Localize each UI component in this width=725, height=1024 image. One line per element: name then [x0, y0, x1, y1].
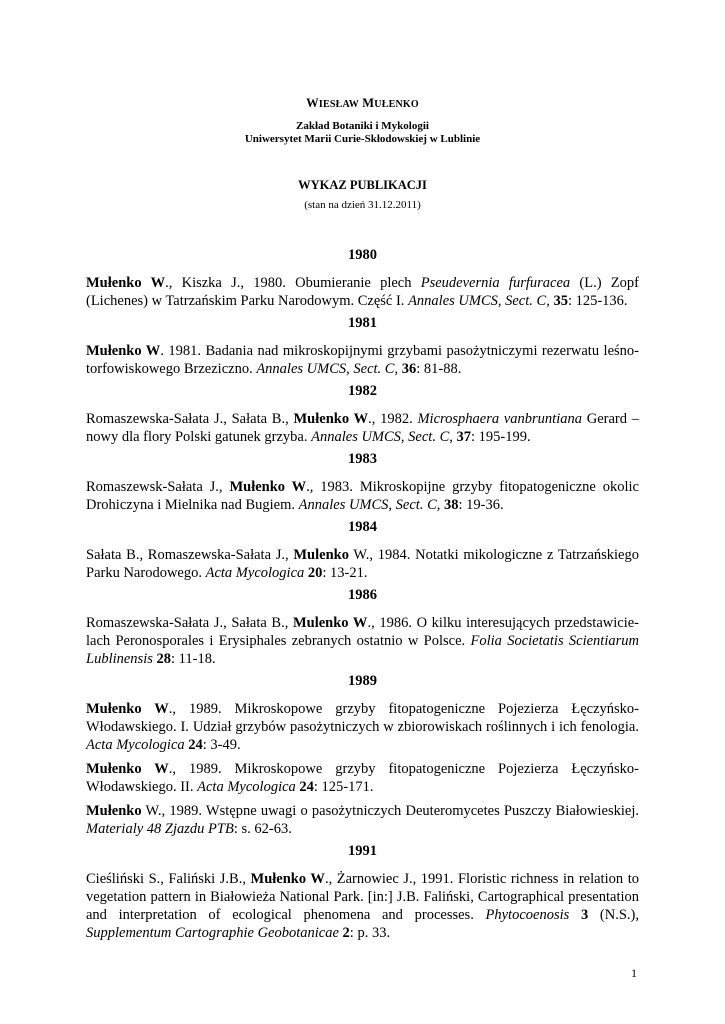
publication-entry — [86, 274, 639, 310]
text-run: W., 1984. Notatki mikologiczne z Tatrzańskiego Parku Narodowego. — [86, 547, 639, 581]
affiliation-department: Zakład Botaniki i Mykologii — [296, 120, 429, 132]
text-run: : 11-18. — [171, 651, 216, 667]
italic-run: Microsphaera vanbruntiana — [417, 411, 582, 427]
author-name: WIESŁAW MUŁENKO — [306, 96, 419, 110]
text-run: (N.S.), — [588, 907, 639, 923]
bold-run: Mułenko W — [293, 411, 369, 427]
bold-run: 36 — [401, 361, 417, 377]
text-run — [569, 907, 581, 923]
publication-entry — [86, 802, 639, 838]
publication-entry — [86, 700, 639, 754]
bold-run: 24 — [188, 737, 203, 753]
text-run: , — [394, 361, 402, 377]
bold-run: Mułenko W — [229, 479, 307, 495]
text-run: , — [436, 497, 445, 513]
italic-run: Annales UMCS, Sect. C — [298, 497, 437, 513]
text-run: : 125-171. — [313, 779, 374, 795]
text-run: Romaszewska-Sałata J., Sałata B., — [86, 411, 294, 427]
text-run: , — [449, 429, 457, 445]
year-heading: 1982 — [348, 383, 377, 399]
italic-run: Pseudevernia furfuracea — [420, 275, 571, 291]
document-header — [0, 96, 725, 211]
publication-entry — [86, 760, 639, 796]
bold-run: Mułenko W — [86, 343, 161, 359]
italic-run: Annales UMCS, Sect. C — [408, 293, 547, 309]
bold-run: Mułenko W — [86, 701, 169, 717]
year-heading: 1986 — [348, 587, 377, 603]
text-run: W., 1989. Wstępne uwagi o pasożytniczych Deuteromycetes Puszczy Białowieskiej. — [141, 803, 639, 819]
year-heading: 1989 — [348, 673, 377, 689]
text-run: ., 1982. — [368, 411, 418, 427]
bold-run: Mulenko W — [292, 615, 368, 631]
publication-entry — [86, 870, 639, 942]
affiliation-university: Uniwersytet Marii Curie-Skłodowskiej w Lublinie — [244, 133, 481, 145]
italic-run: Acta Mycologica — [197, 779, 296, 795]
italic-run: Acta Mycologica — [86, 737, 185, 753]
page-number: 1 — [631, 966, 637, 980]
text-run: (L.) Zopf (Lichenes) w Tatrzańskim Parku Narodowym. Część I. — [86, 275, 639, 309]
document-title: WYKAZ PUBLIKACJI — [298, 178, 427, 192]
year-heading: 1981 — [348, 315, 377, 331]
text-run: ., 1989. Mikroskopowe grzyby fitopatogeniczne Pojezierza Łęczyńsko-Włodawskiego. I. Udział grzybów pasożytniczych w zbiorowiskach roślinnych i ich fenologia. — [86, 701, 639, 735]
publication-entry — [86, 478, 639, 514]
affiliation — [0, 120, 725, 146]
bold-run: 35 — [553, 293, 568, 309]
publication-entry — [86, 546, 639, 582]
text-run: Cieśliński S., Faliński J.B., — [86, 871, 251, 887]
bold-run: 2 — [342, 925, 350, 941]
text-run: : 195-199. — [471, 429, 531, 445]
text-run: ., Żarnowiec J., 1991. Floristic richness in relation to vegetation pattern in Białowieża National Park. [in:] J.B. Faliński, Cartographical presentation and interpretation of ecological phenomena and processes. — [86, 871, 639, 923]
bold-run: 3 — [580, 907, 589, 923]
bold-run: 37 — [456, 429, 472, 445]
italic-run: Folia Societatis Scientiarum Lublinensis — [86, 633, 639, 667]
text-run: : p. 33. — [349, 925, 391, 941]
year-heading: 1984 — [348, 519, 377, 535]
italic-run: Acta Mycologica — [205, 565, 305, 581]
bold-run: Mulenko — [293, 547, 349, 563]
text-run: , — [546, 293, 554, 309]
text-run: : 125-136. — [567, 293, 628, 309]
document-date-note: (stan na dzień 31.12.2011) — [304, 199, 421, 211]
italic-run: Phytocoenosis — [485, 907, 570, 923]
text-run: : 13-21. — [322, 565, 368, 581]
bold-run: 38 — [444, 497, 459, 513]
italic-run: Supplementum Cartographie Geobotanicae — [86, 925, 339, 941]
bold-run: Mułenko W — [86, 761, 169, 777]
publication-entry — [86, 614, 639, 668]
bold-run: 20 — [307, 565, 323, 581]
bold-run: Mułenko — [86, 803, 142, 819]
bold-run: Mułenko W — [86, 275, 166, 291]
text-run: Sałata B., Romaszewska-Sałata J., — [86, 547, 294, 563]
year-heading: 1991 — [348, 843, 377, 859]
publication-entry — [86, 342, 639, 378]
text-run: ., 1983. Mikroskopijne grzyby fitopatogeniczne okolic Drohiczyna i Mielnika nad Bugiem. — [86, 479, 639, 513]
text-run: . 1981. Badania nad mikroskopijnymi grzybami pasożytniczymi rezerwatu leśno-torfowiskowego Brzeziczno. — [86, 343, 639, 377]
publication-entry — [86, 410, 639, 446]
publication-list — [86, 246, 639, 942]
text-run: Romaszewska-Sałata J., Sałata B., — [86, 615, 293, 631]
text-run: ., 1989. Mikroskopowe grzyby fitopatogeniczne Pojezierza Łęczyńsko-Włodawskiego. II. — [86, 761, 639, 795]
text-run: : 19-36. — [458, 497, 504, 513]
text-run: : 3-49. — [202, 737, 241, 753]
text-run: : 81-88. — [416, 361, 462, 377]
text-run: Gerard – nowy dla flory Polski gatunek grzyba. — [86, 411, 639, 445]
bold-run: Mułenko W — [250, 871, 325, 887]
text-run: : s. 62-63. — [233, 821, 292, 837]
text-run: ., Kiszka J., 1980. Obumieranie plech — [165, 275, 421, 291]
text-run: Romaszewsk-Sałata J., — [86, 479, 230, 495]
bold-run: 24 — [299, 779, 314, 795]
year-heading: 1983 — [348, 451, 377, 467]
italic-run: Materialy 48 Zjazdu PTB — [86, 821, 234, 837]
year-heading: 1980 — [348, 247, 377, 263]
bold-run: 28 — [156, 651, 171, 667]
italic-run: Annales UMCS, Sect. C — [311, 429, 450, 445]
italic-run: Annales UMCS, Sect. C — [256, 361, 395, 377]
text-run: ., 1986. O kilku interesujących przedstawicie-lach Peronosporales i Erysiphales zebranych ostatnio w Polsce. — [86, 615, 639, 649]
